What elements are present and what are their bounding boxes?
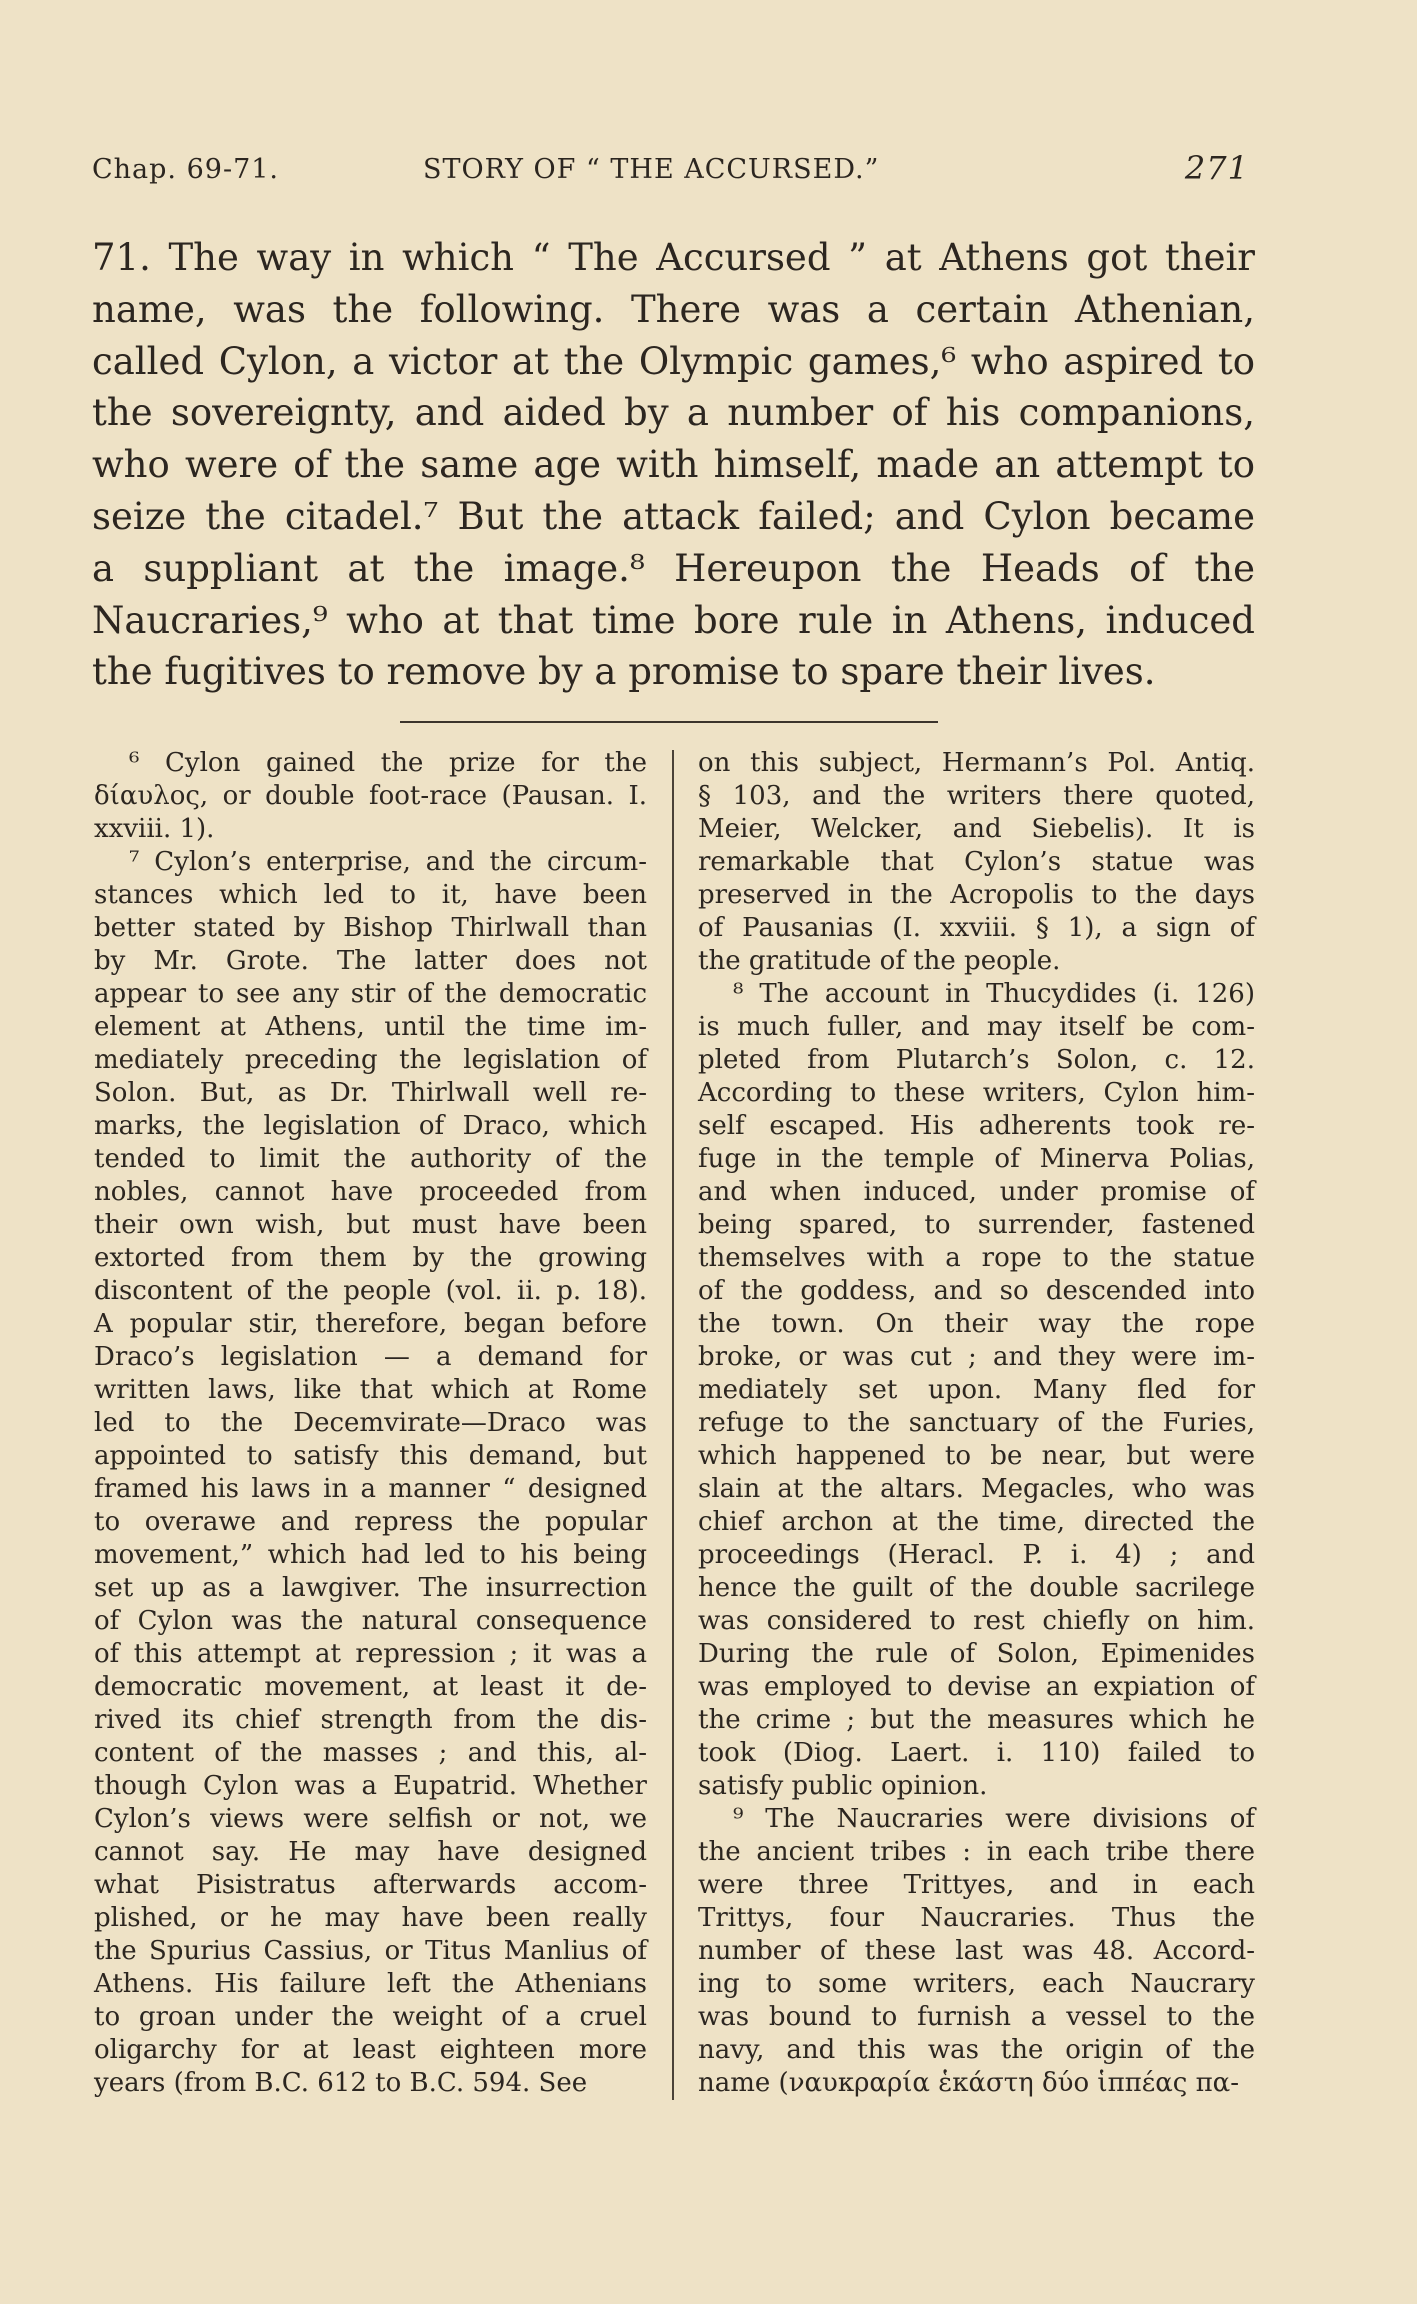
footnote-line: on this subject, Hermann’s Pol. Antiq. (698, 748, 1255, 778)
footnotes-right-column (698, 747, 1255, 2100)
footnote-line: broke, or was cut ; and they were im- (698, 1342, 1255, 1372)
footnote-line: self escaped. His adherents took re- (698, 1111, 1255, 1141)
footnote-line: themselves with a rope to the statue (698, 1243, 1255, 1273)
footnote-line: is much fuller, and may itself be com- (698, 1012, 1255, 1042)
footnote-line: ⁹ The Naucraries were divisions of (733, 1804, 1255, 1834)
footnote-line: discontent of the people (vol. ii. p. 18). (94, 1276, 647, 1306)
main-text (92, 232, 1255, 698)
footnote-line: oligarchy for at least eighteen more (94, 2035, 647, 2065)
footnote-line: was considered to rest chiefly on him. (698, 1606, 1255, 1636)
column-divider (672, 750, 674, 2100)
footnote-line: being spared, to surrender, fastened (698, 1210, 1255, 1240)
footnote-line: Solon. But, as Dr. Thirlwall well re- (94, 1078, 647, 1108)
footnote-line: refuge to the sanctuary of the Furies, (698, 1408, 1255, 1438)
footnote-line: to groan under the weight of a cruel (94, 2002, 647, 2032)
footnote-line: of Pausanias (I. xxviii. § 1), a sign of (698, 913, 1255, 943)
footnote-line: navy, and this was the origin of the (698, 2035, 1255, 2065)
chapter-reference: Chap. 69-71. (92, 154, 280, 185)
footnote-line: better stated by Bishop Thirlwall than (94, 913, 647, 943)
main-text-line: seize the citadel.⁷ But the attack failed; and Cylon became (92, 494, 1255, 538)
footnote-line: of the goddess, and so descended into (698, 1276, 1255, 1306)
footnote-line: ⁷ Cylon’s enterprise, and the circum- (129, 847, 647, 877)
footnote-line: written laws, like that which at Rome (94, 1375, 647, 1405)
footnote-line: δίαυλος, or double foot-race (Pausan. I. (94, 781, 647, 811)
footnote-line: rived its chief strength from the dis- (94, 1705, 647, 1735)
footnote-line: hence the guilt of the double sacrilege (698, 1573, 1255, 1603)
footnote-line: Athens. His failure left the Athenians (94, 1969, 647, 1999)
footnote-line: movement,” which had led to his being (94, 1540, 647, 1570)
footnote-line: the gratitude of the people. (698, 946, 1061, 976)
footnote-line: was employed to devise an expiation of (698, 1672, 1255, 1702)
footnote-line: appointed to satisfy this demand, but (94, 1441, 647, 1471)
footnote-line: content of the masses ; and this, al- (94, 1738, 647, 1768)
footnote-line: name (ναυκραρία ἑκάστη δύο ἱππέας πα- (698, 2068, 1240, 2098)
running-title: STORY OF “ THE ACCURSED.” (423, 154, 880, 185)
footnote-line: was bound to furnish a vessel to the (698, 2002, 1255, 2032)
footnote-line: what Pisistratus afterwards accom- (94, 1870, 647, 1900)
footnote-line: and when induced, under promise of (698, 1177, 1255, 1207)
footnote-line: element at Athens, until the time im- (94, 1012, 647, 1042)
main-text-line: the fugitives to remove by a promise to spare their lives. (92, 650, 1156, 694)
footnote-line: During the rule of Solon, Epimenides (698, 1639, 1255, 1669)
footnote-line: stances which led to it, have been (94, 880, 647, 910)
page-number: 271 (1184, 149, 1249, 187)
footnote-line: the Spurius Cassius, or Titus Manlius of (94, 1936, 647, 1966)
footnote-line: plished, or he may have been really (94, 1903, 647, 1933)
footnote-line: Draco’s legislation — a demand for (94, 1342, 647, 1372)
footnote-line: the town. On their way the rope (698, 1309, 1255, 1339)
footnote-line: Meier, Welcker, and Siebelis). It is (698, 814, 1255, 844)
footnote-line: number of these last was 48. Accord- (698, 1936, 1255, 1966)
footnote-line: chief archon at the time, directed the (698, 1507, 1255, 1537)
footnotes-left-column (94, 747, 647, 2100)
footnote-line: mediately set upon. Many fled for (698, 1375, 1255, 1405)
main-text-line: name, was the following. There was a certain Athenian, (92, 287, 1255, 331)
footnote-line: § 103, and the writers there quoted, (698, 781, 1255, 811)
footnote-line: mediately preceding the legislation of (94, 1045, 647, 1075)
footnote-line: According to these writers, Cylon him- (698, 1078, 1255, 1108)
footnote-line: nobles, cannot have proceeded from (94, 1177, 647, 1207)
footnote-line: extorted from them by the growing (94, 1243, 647, 1273)
footnote-line: ⁶ Cylon gained the prize for the (129, 748, 647, 778)
footnote-line: of this attempt at repression ; it was a (94, 1639, 647, 1669)
footnote-line: by Mr. Grote. The latter does not (94, 946, 647, 976)
footnote-line: led to the Decemvirate—Draco was (94, 1408, 647, 1438)
footnote-line: of Cylon was the natural consequence (94, 1606, 647, 1636)
footnote-line: tended to limit the authority of the (94, 1144, 647, 1174)
footnote-line: pleted from Plutarch’s Solon, c. 12. (698, 1045, 1255, 1075)
footnote-line: Trittys, four Naucraries. Thus the (698, 1903, 1255, 1933)
main-text-line: who were of the same age with himself, made an attempt to (92, 443, 1255, 487)
footnote-line: democratic movement, at least it de- (94, 1672, 647, 1702)
main-text-line: called Cylon, a victor at the Olympic games,⁶ who aspired to (92, 339, 1255, 383)
footnote-line: their own wish, but must have been (94, 1210, 647, 1240)
footnote-line: fuge in the temple of Minerva Polias, (698, 1144, 1255, 1174)
footnote-line: the ancient tribes : in each tribe there (698, 1837, 1255, 1867)
footnote-line: xxviii. 1). (94, 814, 215, 844)
footnote-line: remarkable that Cylon’s statue was (698, 847, 1255, 877)
main-text-line: Naucraries,⁹ who at that time bore rule in Athens, induced (92, 598, 1255, 642)
footnote-line: framed his laws in a manner “ designed (94, 1474, 647, 1504)
main-text-line: the sovereignty, and aided by a number of his companions, (92, 391, 1255, 435)
footnote-line: were three Trittyes, and in each (698, 1870, 1255, 1900)
footnote-line: marks, the legislation of Draco, which (94, 1111, 647, 1141)
footnote-line: years (from B.C. 612 to B.C. 594. See (94, 2068, 588, 2098)
footnote-line: though Cylon was a Eupatrid. Whether (94, 1771, 647, 1801)
footnote-separator (400, 721, 938, 723)
main-text-line: 71. The way in which “ The Accursed ” at Athens got their (92, 236, 1255, 279)
footnote-line: to overawe and repress the popular (94, 1507, 647, 1537)
footnote-line: appear to see any stir of the democratic (94, 979, 647, 1009)
footnote-line: proceedings (Heracl. P. i. 4) ; and (698, 1540, 1255, 1570)
footnote-line: preserved in the Acropolis to the days (698, 880, 1255, 910)
footnote-line: set up as a lawgiver. The insurrection (94, 1573, 647, 1603)
footnote-line: cannot say. He may have designed (94, 1837, 647, 1867)
main-text-line: a suppliant at the image.⁸ Hereupon the Heads of the (92, 546, 1255, 590)
footnote-line: Cylon’s views were selfish or not, we (94, 1804, 647, 1834)
footnote-line: slain at the altars. Megacles, who was (698, 1474, 1255, 1504)
footnote-line: the crime ; but the measures which he (698, 1705, 1255, 1735)
footnote-line: ing to some writers, each Naucrary (698, 1969, 1255, 1999)
footnote-line: ⁸ The account in Thucydides (i. 126) (733, 979, 1255, 1009)
footnote-line: satisfy public opinion. (698, 1771, 988, 1801)
footnote-line: took (Diog. Laert. i. 110) failed to (698, 1738, 1255, 1768)
footnote-line: A popular stir, therefore, began before (94, 1309, 647, 1339)
footnote-line: which happened to be near, but were (698, 1441, 1255, 1471)
